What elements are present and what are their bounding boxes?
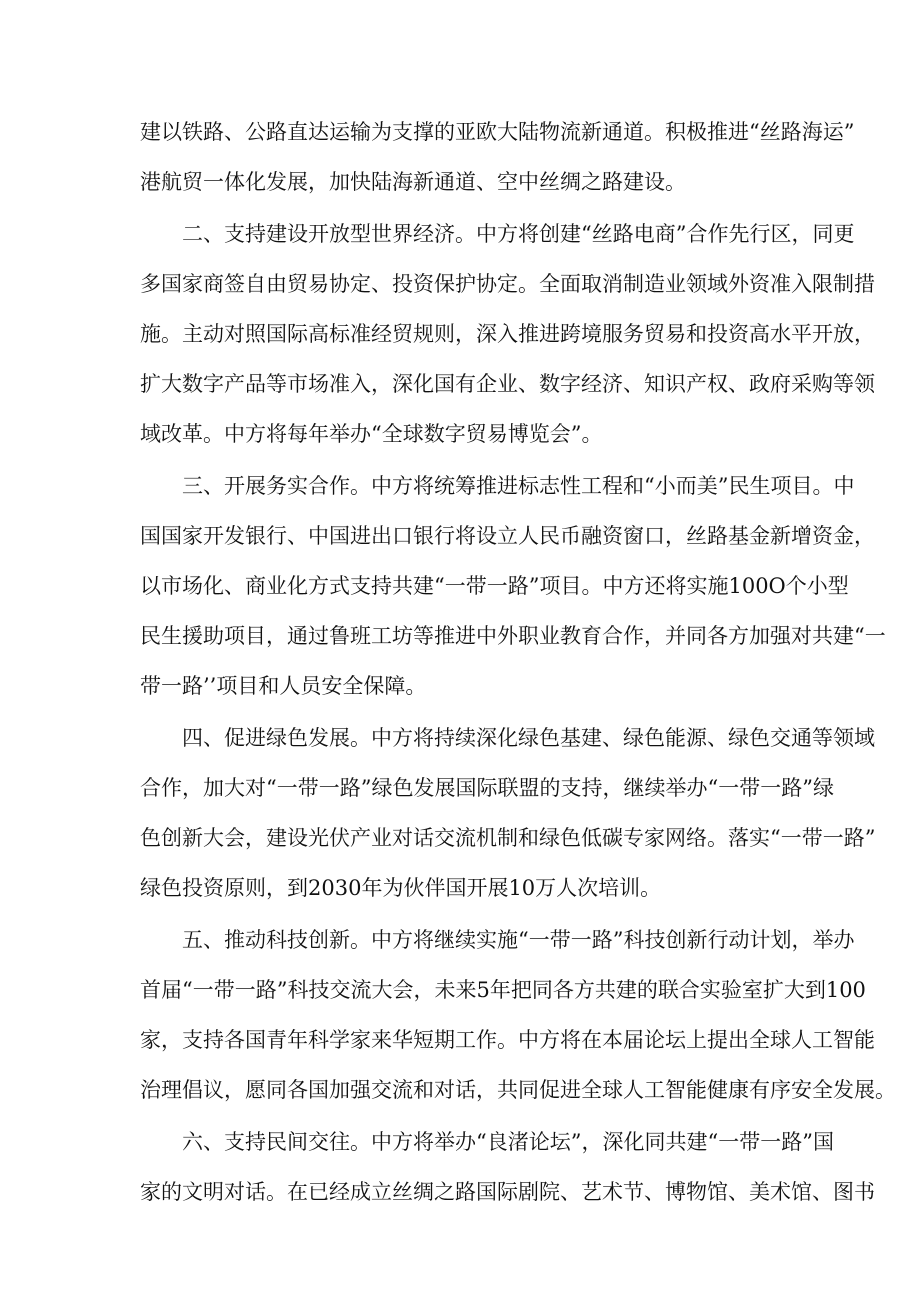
text-line: 多国家商签自由贸易协定、投资保护协定。全面取消制造业领域外资准入限制措 xyxy=(140,272,875,296)
text-line: 建以铁路、公路直达运输为支撑的亚欧大陆物流新通道。积极推进“丝路海运” xyxy=(140,120,855,144)
paragraph-start: 二、支持建设开放型世界经济。中方将创建“丝路电商”合作先行区，同更 xyxy=(182,222,855,246)
text-line: 域改革。中方将每年举办“全球数字贸易博览会”。 xyxy=(140,422,603,446)
text-line: 港航贸一体化发展，加快陆海新通道、空中丝绸之路建设。 xyxy=(140,170,686,194)
text-line: 治理倡议，愿同各国加强交流和对话，共同促进全球人工智能健康有序安全发展。 xyxy=(140,1078,896,1102)
paragraph-start: 四、促进绿色发展。中方将持续深化绿色基建、绿色能源、绿色交通等领域 xyxy=(182,726,875,750)
paragraph-start: 六、支持民间交往。中方将举办“良渚论坛”，深化同共建“一带一路”国 xyxy=(182,1130,834,1154)
paragraph-start: 三、开展务实合作。中方将统筹推进标志性工程和“小而美”民生项目。中 xyxy=(182,474,855,498)
text-line: 施。主动对照国际高标准经贸规则，深入推进跨境服务贸易和投资高水平开放， xyxy=(140,322,875,346)
text-line: 扩大数字产品等市场准入，深化国有企业、数字经济、知识产权、政府采购等领 xyxy=(140,372,875,396)
text-line: 家的文明对话。在已经成立丝绸之路国际剧院、艺术节、博物馆、美术馆、图书 xyxy=(140,1180,875,1204)
text-line: 合作，加大对“一带一路”绿色发展国际联盟的支持，继续举办“一带一路”绿 xyxy=(140,776,834,800)
text-line: 家，支持各国青年科学家来华短期工作。中方将在本届论坛上提出全球人工智能 xyxy=(140,1028,875,1052)
text-line: 民生援助项目，通过鲁班工坊等推进中外职业教育合作，并同各方加强对共建“一 xyxy=(140,624,886,648)
text-line: 首届“一带一路”科技交流大会，未来5年把同各方共建的联合实验室扩大到100 xyxy=(140,978,866,1002)
text-line: 带一路’’项目和人员安全保障。 xyxy=(140,674,427,698)
text-line: 以市场化、商业化方式支持共建“一带一路”项目。中方还将实施100O个小型 xyxy=(140,574,849,598)
text-line: 国国家开发银行、中国进出口银行将设立人民币融资窗口，丝路基金新增资金， xyxy=(140,524,875,548)
paragraph-start: 五、推动科技创新。中方将继续实施“一带一路”科技创新行动计划，举办 xyxy=(182,928,855,952)
text-line: 色创新大会，建设光伏产业对话交流机制和绿色低碳专家网络。落实“一带一路” xyxy=(140,826,876,850)
text-line: 绿色投资原则，到2030年为伙伴国开展10万人次培训。 xyxy=(140,876,662,900)
